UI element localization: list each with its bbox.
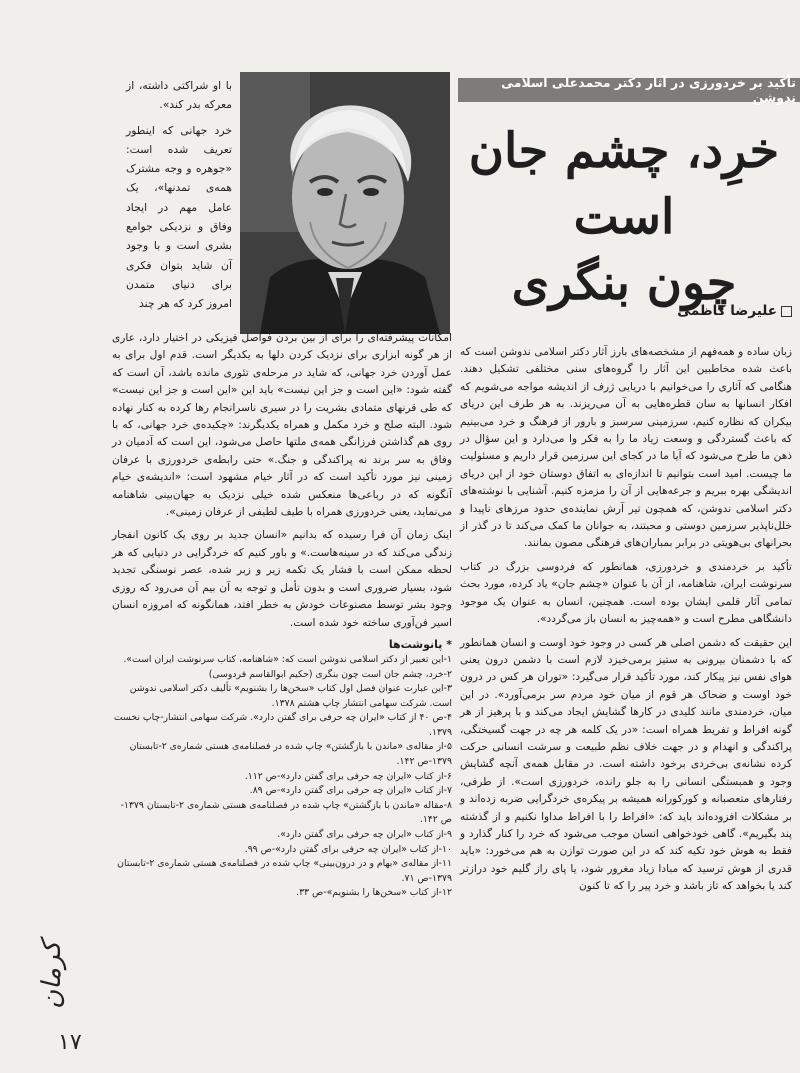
footnote: ۱۲-از کتاب «سخن‌ها را بشنویم»-ص ۳۳. bbox=[296, 887, 452, 899]
footnotes-heading: * پانوشت‌ها bbox=[388, 637, 452, 651]
left-paragraph-2: اینک زمان آن فرا رسیده که بدانیم «انسان جدید بر روی یک کانون انفجار زندگی می‌کند که در سینه‌هاست.» و باور کنیم که خردگرایی در دنیایی که هر لحظه ممکن است با فشار یک تکمه زیر و زبر شده، عصر نوسنگی تجدید شود، بسیار ضروری است و بدون تأمل و توجه به آن بیم آن می‌رود که روزی وجود بشر توسط مصنوعات خودش به خطر افتد، همانگونه که امروزه انسان اسیر فن‌آوری ساخته خود شده است. bbox=[112, 529, 452, 629]
footnote: ۲-خرد، چشم جان است چون بنگری (حکیم ابوالقاسم فردوسی) bbox=[208, 668, 452, 680]
footnote: ۱۱-از مقاله‌ی «بهام و در درون‌بینی» چاپ شده در فصلنامه‌ی هستی شماره‌ی ۲-تابستان ۱۳۷۹-ص ۷۱. bbox=[117, 858, 452, 884]
side-paragraph-1: با او شراکتی داشته، از معرکه بدر کند». bbox=[126, 79, 232, 112]
square-bullet-icon bbox=[781, 306, 792, 317]
portrait-image bbox=[240, 72, 450, 334]
author-name: علیرضا کاظمی bbox=[677, 303, 777, 319]
side-column bbox=[126, 76, 232, 320]
footnote: ۸-مقاله «ماندن با بازگشتن» چاپ شده در فصلنامه‌ی هستی شماره‌ی ۲-تابستان ۱۳۷۹-ص ۱۴۲. bbox=[120, 799, 452, 826]
footnote: ۱-این تعبیر از دکتر اسلامی ندوشن است که: «شاهنامه، کتاب سرنوشت ایران است». bbox=[123, 653, 452, 665]
logo-text: کرمان bbox=[37, 941, 67, 1009]
footnote: ۴-ص ۴۰ از کتاب «ایران چه حرفی برای گفتن دارد». شرکت سهامی انتشار-چاپ نخست ۱۳۷۹. bbox=[113, 712, 452, 738]
kerman-magazine-logo bbox=[30, 920, 90, 1030]
title-line-1: خرِد، چشم جان است bbox=[468, 123, 780, 245]
left-paragraph-1: امکانات پیشرفته‌ای را برای از بین بردن فواصل فیزیکی در اختیار دارد، عاری از هر گونه ابزاری برای نزدیک کردن دلها به یکدیگر است. قدم اول برای به عمل آوردن خرد جهانی، که شاید در مرحله‌ی تئوری مانده باشد، آن است که گفته شود: «این است و جز این نیست» باید این «این است و جز این نیست» که طی قرنهای متمادی بشریت را در سیری ناسرانجام رها کرده به کنار نهاده شود. البته صلح و خرد مکمل و همراه یکدیگرند: «چکیده‌ی خرد جهانی، که با روی هم گذاشتن فرزانگی همه‌ی ملتها حاصل می‌شود، این است که آدمیان در وفاق به سر برند نه پراکندگی و جنگ.» حتی رابطه‌ی خردورزی با عرفان زمینی نیز مورد تأکید است که در آثار خیام مشهود است: «اندیشه‌ی خیام آنگونه که در رباعی‌ها منعکس شده خیلی نزدیک به جهان‌بینی شاهنامه می‌نماید، یعنی خردورزی همراه با طیف لطیفی از عرفان زمینی». bbox=[112, 332, 452, 519]
left-column bbox=[112, 330, 452, 901]
right-paragraph-2: تأکید بر خردمندی و خردورزی، همانطور که فردوسی بزرگ در کتاب سرنوشت ایران، شاهنامه، از آن با عنوان «چشم جان» یاد کرده، مورد بحث تمامی آثار قلمی ایشان بوده است. همچنین، انسان به عنوان یک موجود دانشگاهی مطرح است و «همه‌چیز به انسان باز می‌گردد». bbox=[460, 560, 792, 626]
right-paragraph-3: این حقیقت که دشمن اصلی هر کسی در وجود خود اوست و انسان همانطور که با دشمنان بیرونی به ستیز برمی‌خیزد لازم است با دشمن درون یعنی هوای نفس نیز پیکار کند، مورد تأکید قرار می‌گیرد: «توران هر کس در درون خود اوست و ضحاک هر قوم از میان خود مردم سر برمی‌آورد». در این میان، خردمندی مانند کلیدی در کارها گشایش ایجاد می‌کند و با پرهیز از هر گونه افراط و تفریط همراه است: «در یک کلمه هر چه در جهت گسیختگی، پراکندگی و انهدام و در جهت خلاف نظم طبیعت و سرشت انسانی حرکت کرده نشانه‌ی بی‌خردی برخود داشته است. در مقابل همه‌ی آنچه گشایش وجود و همبستگی انسانی را به جلو رانده، خردورزی است». از طرفی، رفتارهای متعصبانه و کورکورانه همیشه بر پیکره‌ی خردگرایی ضربه زده‌اند و بر مشکلات افزوده‌اند باید که: «افراط را با افراط مداوا نکنیم و از گذشته پند بگیریم». گاهی خودخواهی انسان موجب می‌شود که خرد را کنار گذارد و فقط به هوش خود تکیه کند که در این صورت توازن به هم می‌خورد: «باید قدری از هوش ترسید که مبادا زیاد مغرور شود، یا پای راز گلیم خود درازتر کند یا بخواهد که تاز باشد و خرد پیر را که تا کنون bbox=[460, 636, 792, 893]
author-photo bbox=[240, 72, 450, 334]
footnote: ۵-از مقاله‌ی «ماندن با بازگشتن» چاپ شده در فصلنامه‌ی هستی شماره‌ی ۲-تابستان ۱۳۷۹-ص ۱۴۲. bbox=[129, 741, 452, 768]
author-byline bbox=[560, 300, 792, 322]
right-column bbox=[460, 344, 792, 902]
page-number: ۱۷ bbox=[58, 1030, 82, 1055]
footnotes-list bbox=[112, 653, 452, 901]
footnote: ۶-از کتاب «ایران چه حرفی برای گفتن دارد»-ص ۱۱۲. bbox=[244, 770, 452, 782]
footnote: ۳-این عبارت عنوان فصل اول کتاب «سخن‌ها را بشنویم» تألیف دکتر اسلامی ندوشن است. شرکت سهامی انتشار چاپ هشتم ۱۳۷۸. bbox=[129, 683, 452, 709]
footnote: ۷-از کتاب «ایران چه حرفی برای گفتن دارد»-ص ۸۹. bbox=[249, 785, 452, 797]
article-title bbox=[464, 118, 784, 316]
footnote: ۱۰-از کتاب «ایران چه حرفی برای گفتن دارد»-ص ۹۹. bbox=[244, 843, 452, 855]
article-banner: تأکید بر خردورزی در آثار دکتر محمدعلی اسلامی ندوشن bbox=[458, 78, 800, 102]
side-paragraph-2: خرد جهانی که اینطور تعریف شده است: «جوهره و وجه مشترک همه‌ی تمدنها»، یک عامل مهم در ایجاد وفاق و نزدیکی جوامع بشری است و با وجود آن شاید بتوان فکری برای دنیای متمدن امروز کرد که هر چند bbox=[126, 123, 232, 311]
title-line-2: چون بنگری bbox=[511, 255, 737, 311]
right-paragraph-1: زبان ساده و همه‌فهم از مشخصه‌های بارز آثار دکتر اسلامی ندوشن است که باعث شده مخاطبین این آثار را گروه‌های سنی مختلفی تشکیل دهند. هنگامی که آثاری را می‌خوانیم با دریایی ژرف از اندیشه مواجه می‌شویم که افکار انسانها به سان قطره‌هایی به آن می‌ریزند. به هر طرف این دریای بیکران که نظاره کنیم، سرزمینی سرسبز و بارور از فرهنگ و خرد می‌بینیم که باعث گستردگی و وسعت زیاد ما را به فکر وا می‌دارد و این سؤال در ذهن ما طرح می‌شود که آیا ما در کجای این سرزمین قرار داریم و مسئولیت ما چیست. امید است بتوانیم تا اندازه‌ای به اتفاق دوستان خود از این دریای اندیشگی بهره ببریم و جرعه‌هایی از آن را مزمزه کنیم. آشنایی با نوشته‌های دکتر اسلامی ندوشن، که همچون تیر آرش نماینده‌ی حدود مرزهای ناپیدا و خلل‌ناپذیر سرزمین دوستی و محبتند، به جوانان ما کمک می‌کند تا در گذر از بحرانهای بی‌هویتی در برابر بمباران‌های فرهنگی مصون بمانند. bbox=[460, 346, 792, 550]
footnote: ۹-از کتاب «ایران چه حرفی برای گفتن دارد». bbox=[277, 829, 452, 841]
